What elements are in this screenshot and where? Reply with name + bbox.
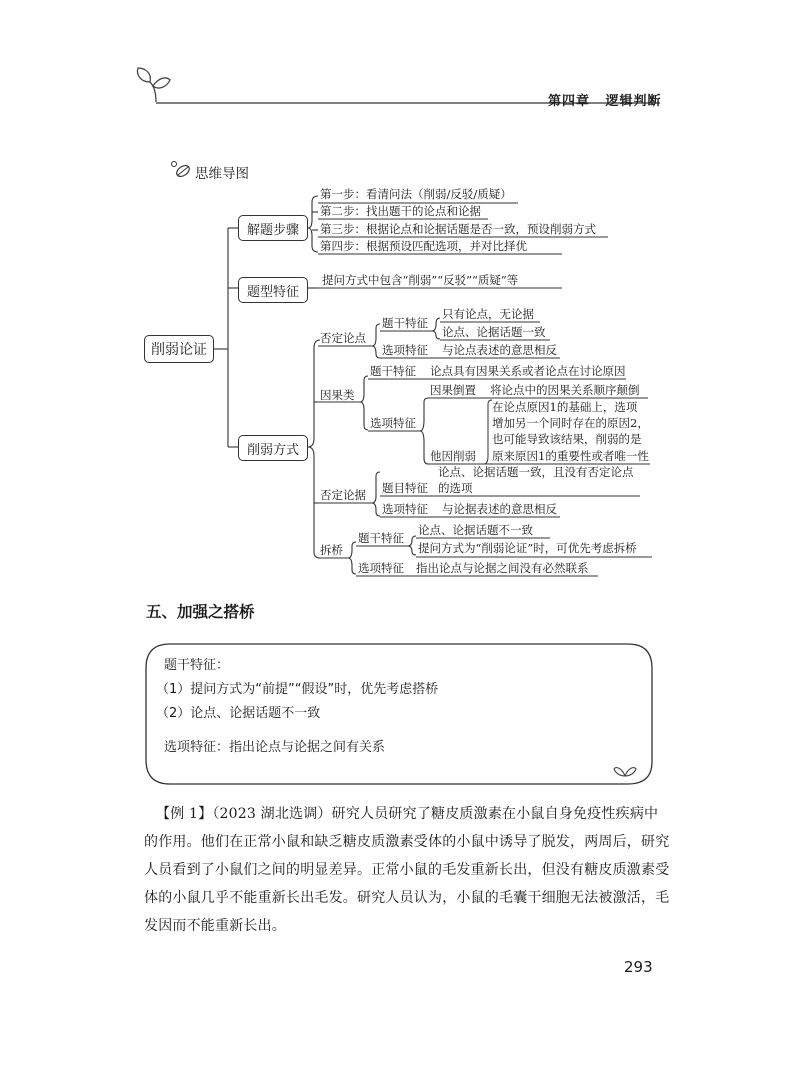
cause-other-line-3: 也可能导致该结果，削弱的是 bbox=[492, 432, 642, 446]
cause-option-label: 选项特征 bbox=[370, 416, 416, 430]
example-line-1: 【例 1】（2023 湖北选调）研究人员研究了糖皮质激素在小鼠自身免疫性疾病中 bbox=[156, 806, 659, 822]
cause-stem-label: 题干特征 bbox=[370, 364, 416, 378]
leaf-icon bbox=[612, 764, 638, 778]
features-text: 提问方式中包含“削弱”“反驳”“质疑”等 bbox=[322, 273, 519, 287]
features-node: 题型特征 bbox=[238, 277, 308, 303]
step-1: 第一步：看清问法（削弱/反驳/质疑） bbox=[320, 187, 512, 201]
unbridge-stem-label: 题干特征 bbox=[358, 531, 404, 545]
chapter-title: 逻辑判断 bbox=[605, 94, 662, 109]
cause-reverse-text: 将论点中的因果关系顺序颠倒 bbox=[490, 383, 640, 397]
steps-node: 解题步骤 bbox=[238, 215, 308, 241]
card-option-title: 选项特征： bbox=[164, 740, 230, 755]
card-stem-title: 题干特征： bbox=[164, 658, 230, 673]
methods-node: 削弱方式 bbox=[238, 435, 308, 461]
deny-evidence-label: 否定论据 bbox=[320, 488, 366, 502]
card-stem-2: （2）论点、论据话题不一致 bbox=[156, 706, 321, 721]
step-2: 第二步：找出题干的论点和论据 bbox=[320, 204, 481, 218]
card-stem-1: （1）提问方式为“前提”“假设”时，优先考虑搭桥 bbox=[156, 682, 439, 697]
deny-evidence-option-text: 与论据表述的意思相反 bbox=[442, 502, 557, 516]
unbridge-option-text: 指出论点与论据之间没有必然联系 bbox=[416, 561, 589, 575]
chapter-number: 第四章 bbox=[548, 94, 591, 109]
step-4: 第四步：根据预设匹配选项，并对比择优 bbox=[320, 239, 527, 253]
mindmap-heading: 思维导图 bbox=[195, 166, 249, 182]
deny-point-stem-2: 论点、论据话题一致 bbox=[442, 325, 546, 339]
cause-label: 因果类 bbox=[320, 388, 355, 402]
step-3: 第三步：根据论点和论据话题是否一致，预设削弱方式 bbox=[320, 222, 596, 236]
cause-stem-text: 论点具有因果关系或者论点在讨论原因 bbox=[430, 364, 626, 378]
deny-evidence-option-label: 选项特征 bbox=[382, 502, 428, 516]
deny-evidence-stem-line-1: 论点、论据话题一致，且没有否定论点 bbox=[438, 465, 634, 479]
example-line-3: 人员看到了小鼠们之间的明显差异。正常小鼠的毛发重新长出，但没有糖皮质激素受 bbox=[144, 862, 670, 878]
deny-point-label: 否定论点 bbox=[320, 331, 366, 345]
unbridge-label: 拆桥 bbox=[320, 543, 343, 557]
deny-point-option-text: 与论点表述的意思相反 bbox=[442, 343, 557, 357]
cause-other-label: 他因削弱 bbox=[430, 449, 476, 463]
card-option-line bbox=[164, 738, 385, 758]
cause-other-line-4: 原来原因1的重要性或者唯一性 bbox=[492, 449, 649, 463]
example-line-5: 发因而不能重新长出。 bbox=[144, 918, 286, 934]
unbridge-option-label: 选项特征 bbox=[358, 561, 404, 575]
card-option-text: 指出论点与论据之间有关系 bbox=[229, 740, 386, 755]
deny-evidence-stem-line-2: 的选项 bbox=[438, 481, 473, 495]
example-line-2: 的作用。他们在正常小鼠和缺乏糖皮质激素受体的小鼠中诱导了脱发，两周后，研究 bbox=[144, 834, 670, 850]
deny-point-stem-1: 只有论点，无论据 bbox=[442, 307, 534, 321]
deny-point-option-label: 选项特征 bbox=[382, 343, 428, 357]
example-line-4: 体的小鼠几乎不能重新长出毛发。研究人员认为，小鼠的毛囊干细胞无法被激活，毛 bbox=[144, 890, 670, 906]
cause-other-line-2: 增加另一个同时存在的原因2， bbox=[492, 416, 649, 430]
section-title: 五、加强之搭桥 bbox=[146, 603, 255, 621]
deny-evidence-stem-label: 题目特征 bbox=[382, 481, 428, 495]
unbridge-stem-2: 提问方式为“削弱论证”时，可优先考虑拆桥 bbox=[418, 541, 637, 555]
cause-reverse-label: 因果倒置 bbox=[430, 383, 476, 397]
root-node: 削弱论证 bbox=[144, 335, 214, 363]
unbridge-stem-1: 论点、论据话题不一致 bbox=[418, 523, 533, 537]
page-number: 293 bbox=[624, 958, 653, 976]
deny-point-stem-label: 题干特征 bbox=[382, 316, 428, 330]
cause-other-line-1: 在论点原因1的基础上，选项 bbox=[492, 400, 638, 414]
